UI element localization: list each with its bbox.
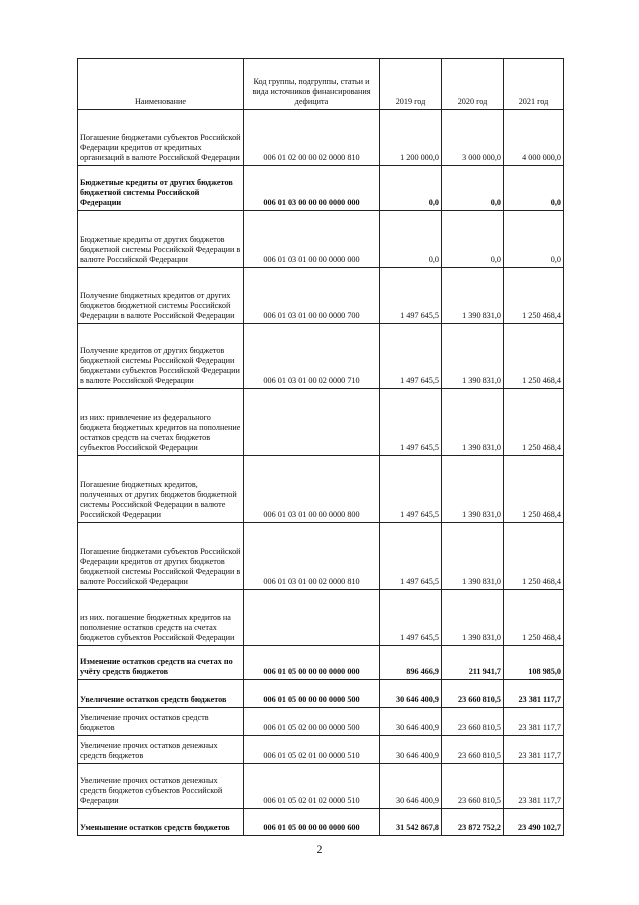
row-code-cell: 006 01 05 02 01 00 0000 510 <box>244 736 380 764</box>
row-name-cell: Бюджетные кредиты от других бюджетов бюджетной системы Российской Федерации в валюте Российской Федерации <box>78 211 244 268</box>
table-header-row <box>78 59 564 110</box>
header-year-2020: 2020 год <box>442 59 504 110</box>
row-value-2020: 23 660 810,5 <box>442 764 504 809</box>
row-value-2020: 23 660 810,5 <box>442 736 504 764</box>
row-value-2019: 0,0 <box>380 166 442 211</box>
row-code-cell: 006 01 02 00 00 02 0000 810 <box>244 110 380 166</box>
row-code-cell: 006 01 03 01 00 02 0000 810 <box>244 523 380 590</box>
row-value-2019: 896 466,9 <box>380 646 442 680</box>
table-row <box>78 646 564 680</box>
row-value-2021: 1 250 468,4 <box>504 389 564 456</box>
row-name-cell: Увеличение прочих остатков денежных средств бюджетов субъектов Российской Федерации <box>78 764 244 809</box>
row-code-cell: 006 01 05 00 00 00 0000 500 <box>244 680 380 708</box>
row-value-2019: 30 646 400,9 <box>380 680 442 708</box>
table-row <box>78 211 564 268</box>
table-row <box>78 708 564 736</box>
row-value-2019: 30 646 400,9 <box>380 736 442 764</box>
row-value-2020: 211 941,7 <box>442 646 504 680</box>
row-name-cell: Увеличение остатков средств бюджетов <box>78 680 244 708</box>
budget-sources-table <box>77 58 564 836</box>
table-row <box>78 809 564 836</box>
header-year-2021: 2021 год <box>504 59 564 110</box>
row-name-cell: Погашение бюджетами субъектов Российской Федерации кредитов от кредитных организаций в валюте Российской Федерации <box>78 110 244 166</box>
row-name-cell: Изменение остатков средств на счетах по учёту средств бюджетов <box>78 646 244 680</box>
table-row <box>78 268 564 324</box>
row-code-cell <box>244 389 380 456</box>
row-name-cell: Бюджетные кредиты от других бюджетов бюджетной системы Российской Федерации <box>78 166 244 211</box>
row-value-2019: 1 497 645,5 <box>380 389 442 456</box>
row-value-2021: 4 000 000,0 <box>504 110 564 166</box>
row-value-2021: 23 381 117,7 <box>504 708 564 736</box>
row-value-2019: 31 542 867,8 <box>380 809 442 836</box>
row-code-cell: 006 01 03 01 00 00 0000 000 <box>244 211 380 268</box>
row-name-cell: Получение бюджетных кредитов от других бюджетов бюджетной системы Российской Федерации в валюте Российской Федерации <box>78 268 244 324</box>
row-value-2019: 1 497 645,5 <box>380 324 442 389</box>
row-value-2020: 1 390 831,0 <box>442 389 504 456</box>
row-value-2021: 23 381 117,7 <box>504 764 564 809</box>
row-name-cell: Получение кредитов от других бюджетов бюджетной системы Российской Федерации бюджетами субъектов Российской Федерации в валюте Российской Федерации <box>78 324 244 389</box>
row-value-2020: 23 660 810,5 <box>442 680 504 708</box>
row-value-2021: 1 250 468,4 <box>504 324 564 389</box>
row-value-2019: 1 497 645,5 <box>380 456 442 523</box>
table-row <box>78 456 564 523</box>
row-value-2020: 0,0 <box>442 166 504 211</box>
table-row <box>78 736 564 764</box>
row-value-2020: 1 390 831,0 <box>442 268 504 324</box>
row-value-2019: 1 497 645,5 <box>380 523 442 590</box>
table-row <box>78 680 564 708</box>
row-name-cell: Уменьшение остатков средств бюджетов <box>78 809 244 836</box>
row-code-cell: 006 01 05 02 01 02 0000 510 <box>244 764 380 809</box>
row-code-cell: 006 01 03 01 00 02 0000 710 <box>244 324 380 389</box>
row-value-2021: 1 250 468,4 <box>504 590 564 646</box>
row-value-2019: 1 200 000,0 <box>380 110 442 166</box>
row-name-cell: Увеличение прочих остатков средств бюджетов <box>78 708 244 736</box>
row-value-2021: 0,0 <box>504 166 564 211</box>
row-value-2021: 23 381 117,7 <box>504 680 564 708</box>
row-name-cell: из них: привлечение из федерального бюджета бюджетных кредитов на пополнение остатков средств на счетах бюджетов субъектов Российской Федерации <box>78 389 244 456</box>
row-code-cell: 006 01 05 00 00 00 0000 600 <box>244 809 380 836</box>
row-value-2021: 1 250 468,4 <box>504 456 564 523</box>
row-code-cell: 006 01 03 00 00 00 0000 000 <box>244 166 380 211</box>
table-row <box>78 110 564 166</box>
header-code: Код группы, подгруппы, статьи и вида источников финансирования дефицита <box>244 59 380 110</box>
table-row <box>78 166 564 211</box>
row-value-2020: 1 390 831,0 <box>442 456 504 523</box>
row-value-2021: 1 250 468,4 <box>504 268 564 324</box>
row-code-cell <box>244 590 380 646</box>
header-name: Наименование <box>78 59 244 110</box>
row-name-cell: Увеличение прочих остатков денежных средств бюджетов <box>78 736 244 764</box>
page-number: 2 <box>316 842 323 856</box>
row-name-cell: из них. погашение бюджетных кредитов на пополнение остатков средств на счетах бюджетов субъектов Российской Федерации <box>78 590 244 646</box>
table-row <box>78 590 564 646</box>
row-value-2020: 23 872 752,2 <box>442 809 504 836</box>
table-row <box>78 389 564 456</box>
row-value-2019: 0,0 <box>380 211 442 268</box>
row-value-2019: 1 497 645,5 <box>380 590 442 646</box>
row-value-2021: 0,0 <box>504 211 564 268</box>
row-value-2020: 0,0 <box>442 211 504 268</box>
row-value-2019: 30 646 400,9 <box>380 764 442 809</box>
table-body <box>78 110 564 836</box>
row-code-cell: 006 01 03 01 00 00 0000 700 <box>244 268 380 324</box>
row-value-2021: 23 490 102,7 <box>504 809 564 836</box>
table-row <box>78 764 564 809</box>
row-name-cell: Погашение бюджетных кредитов, полученных от других бюджетов бюджетной системы Российской Федерации в валюте Российской Федерации <box>78 456 244 523</box>
row-value-2019: 1 497 645,5 <box>380 268 442 324</box>
row-value-2020: 1 390 831,0 <box>442 324 504 389</box>
row-value-2021: 108 985,0 <box>504 646 564 680</box>
row-code-cell: 006 01 05 00 00 00 0000 000 <box>244 646 380 680</box>
row-value-2020: 1 390 831,0 <box>442 523 504 590</box>
row-code-cell: 006 01 03 01 00 00 0000 800 <box>244 456 380 523</box>
row-value-2020: 3 000 000,0 <box>442 110 504 166</box>
row-value-2020: 23 660 810,5 <box>442 708 504 736</box>
row-value-2021: 1 250 468,4 <box>504 523 564 590</box>
row-name-cell: Погашение бюджетами субъектов Российской Федерации кредитов от других бюджетов бюджетной системы Российской Федерации в валюте Российской Федерации <box>78 523 244 590</box>
row-value-2021: 23 381 117,7 <box>504 736 564 764</box>
row-value-2020: 1 390 831,0 <box>442 590 504 646</box>
table-row <box>78 324 564 389</box>
row-code-cell: 006 01 05 02 00 00 0000 500 <box>244 708 380 736</box>
table-row <box>78 523 564 590</box>
row-value-2019: 30 646 400,9 <box>380 708 442 736</box>
header-year-2019: 2019 год <box>380 59 442 110</box>
